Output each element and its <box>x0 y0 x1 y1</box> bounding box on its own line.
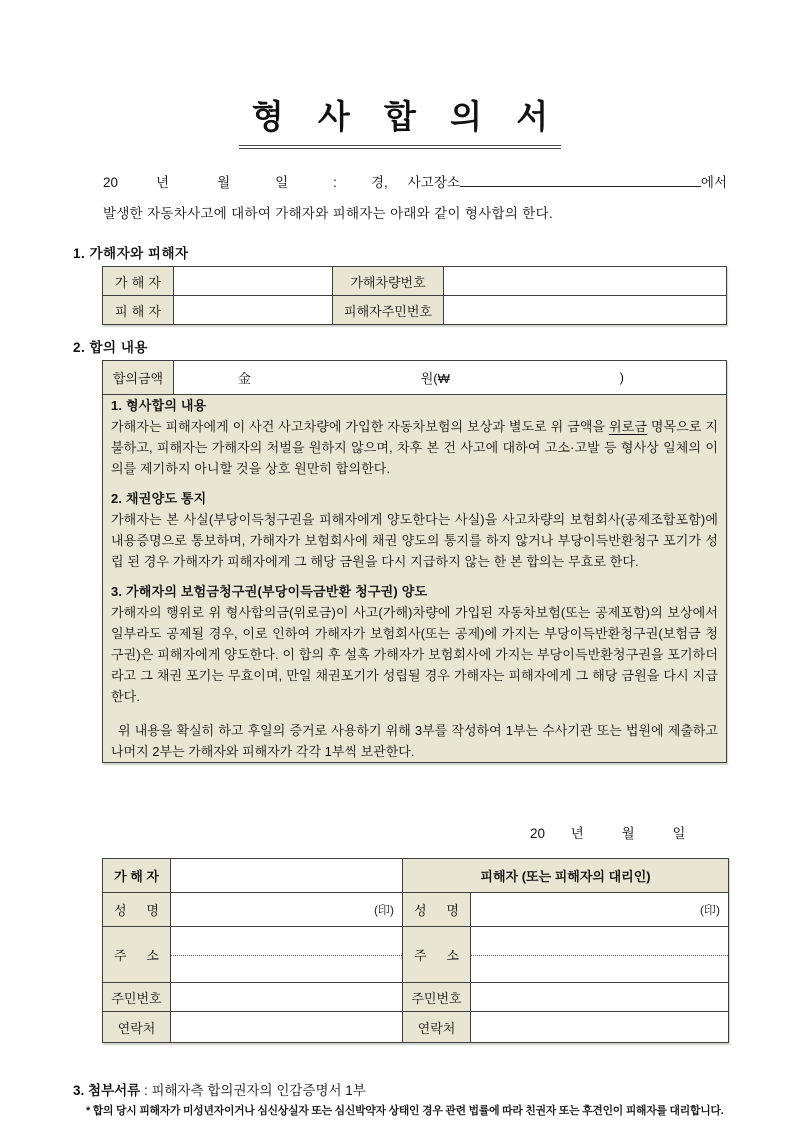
title-block <box>0 91 800 149</box>
signature-month-unit: 월 <box>621 826 635 841</box>
clause-title: 3. 가해자의 보험금청구권(부당이득금반환 청구권) 양도 <box>111 584 428 599</box>
signature-header-row <box>103 859 729 893</box>
signature-year-unit: 년 <box>570 826 584 841</box>
accident-year-prefix: 20 <box>103 175 119 190</box>
agreement-table <box>102 360 727 763</box>
clause1-text-before: 가해자는 피해자에게 이 사건 사고차량에 가입한 자동차보험의 보상과 별도로 위 금액을 <box>111 419 610 434</box>
offender-resident-id-field[interactable] <box>171 983 403 1012</box>
time-colon: : <box>333 175 337 190</box>
victim-name-label: 성 명 <box>403 893 471 927</box>
section2-heading: 2. 합의 내용 <box>73 340 148 355</box>
won-close-label: ) <box>619 370 624 385</box>
attachment-line <box>73 1079 366 1099</box>
settlement-amount-row <box>103 361 727 395</box>
offender-stamp-mark: (印) <box>374 903 394 917</box>
won-open-label: 원(₩ <box>420 371 450 386</box>
victim-name-field[interactable] <box>471 893 729 927</box>
offender-vehicle-number-label: 가해차량번호 <box>333 267 444 296</box>
section1-heading: 1. 가해자와 피해자 <box>73 246 189 261</box>
offender-contact-label: 연락처 <box>103 1012 171 1043</box>
offender-vehicle-number-field[interactable] <box>444 267 727 296</box>
parties-table <box>102 266 727 325</box>
signature-day-unit: 일 <box>672 826 686 841</box>
attachment-text: 피해자측 합의권자의 인감증명서 1부 <box>151 1083 366 1098</box>
clause1-text-after: 명목으로 지불하고, 피해자는 가해자의 처벌을 원하지 않으며, 차후 본 건 사고에 대하여 고소·고발 등 형사상 일체의 이의를 제기하지 아니할 것을 상호 원만히 합의한다. <box>111 419 718 476</box>
year-unit-label: 년 <box>156 175 170 190</box>
intro-block <box>103 171 727 222</box>
currency-prefix-label: 金 <box>238 371 252 386</box>
attachment-note: * 합의 당시 피해자가 미성년자이거나 심신상실자 또는 심신박약자 상태인 경우 관련 법률에 따라 친권자 또는 후견인이 피해자를 대리합니다. <box>86 1105 724 1117</box>
victim-header-label: 피해자 (또는 피해자의 대리인) <box>403 859 729 893</box>
victim-resident-id-field[interactable] <box>444 296 727 325</box>
contact-row <box>103 1012 729 1043</box>
closing-paragraph: 위 내용을 확실히 하고 후일의 증거로 사용하기 위해 3부를 작성하여 1부는 수사기관 또는 법원에 제출하고 나머지 2부는 가해자와 피해자가 각각 1부씩 보관한다. <box>111 723 718 759</box>
resident-id-row <box>103 983 729 1012</box>
victim-address-label: 주 소 <box>403 927 471 983</box>
victim-contact-field[interactable] <box>471 1012 729 1043</box>
clause-title: 1. 형사합의 내용 <box>111 398 207 413</box>
victim-label: 피 해 자 <box>103 296 174 325</box>
victim-address-field[interactable] <box>471 927 729 983</box>
offender-header-label: 가 해 자 <box>103 859 171 893</box>
offender-address-field[interactable] <box>171 927 403 983</box>
time-suffix-label: 경, <box>370 175 388 190</box>
victim-resident-id-label: 피해자주민번호 <box>333 296 444 325</box>
document-title: 형 사 합 의 서 <box>239 91 561 149</box>
victim-name-field[interactable] <box>174 296 333 325</box>
table-row <box>103 267 727 296</box>
offender-contact-field[interactable] <box>171 1012 403 1043</box>
offender-resident-id-label: 주민번호 <box>103 983 171 1012</box>
clause-body: 가해자는 본 사실(부당이득청구권을 피해자에게 양도한다는 사실)을 사고차량의 보험회사(공제조합포함)에 내용증명으로 통보하며, 가해자가 보험회사에 채권 양도의 통지를 하지 않거나 부당이득반환청구 포기가 성립 된 경우 가해자가 피해자에게 그 해당 금원을 다시 지급하지 않는 한 본 합의는 무효로 한다. <box>111 512 718 569</box>
signature-date-line <box>530 822 685 842</box>
address-write-line <box>171 955 402 956</box>
clause-title: 2. 채권양도 통지 <box>111 491 207 506</box>
clause-body <box>111 416 718 479</box>
victim-resident-id-field[interactable] <box>471 983 729 1012</box>
clause1-underlined-term: 위로금 <box>609 419 647 434</box>
address-write-line <box>471 955 728 956</box>
offender-label: 가 해 자 <box>103 267 174 296</box>
day-unit-label: 일 <box>275 175 289 190</box>
offender-name-label: 성 명 <box>103 893 171 927</box>
month-unit-label: 월 <box>217 175 231 190</box>
attachment-separator: : <box>140 1083 152 1098</box>
name-row <box>103 893 729 927</box>
agreement-clauses-row <box>103 395 727 763</box>
agreement-clauses-cell <box>103 395 727 763</box>
settlement-amount-value <box>182 368 718 387</box>
place-suffix-label: 에서 <box>700 175 727 190</box>
intro-sentence: 발생한 자동차사고에 대하여 가해자와 피해자는 아래와 같이 형사합의 한다. <box>103 206 554 221</box>
signature-year-prefix: 20 <box>530 826 546 841</box>
attachment-number: 3. <box>73 1083 85 1098</box>
victim-stamp-mark: (印) <box>700 903 721 917</box>
accident-date-line <box>103 171 727 191</box>
attachment-label: 첨부서류 <box>88 1083 141 1098</box>
offender-party-field[interactable] <box>171 859 403 893</box>
signature-table <box>102 858 729 1043</box>
accident-place-label: 사고장소 <box>407 175 460 190</box>
table-row <box>103 296 727 325</box>
offender-name-field[interactable] <box>171 893 403 927</box>
clause-body: 가해자의 행위로 위 형사합의금(위로금)이 사고(가해)차량에 가입된 자동차보험(또는 공제포함)의 보상에서 일부라도 공제될 경우, 이로 인하여 가해자가 보험회사(또는 공제)에 가지는 부당이득반환청구권(보험금 청구권)은 피해자에게 양도한다. 이 합의 후 설혹 가해자가 보험회사에 가지는 부당이득반환청구권을 포기하더라고 그 채권 포기는 무효이며, 만일 채권포기가 성립될 경우 가해자는 피해자에게 그 해당 금원을 다시 지급한다. <box>111 605 718 704</box>
address-row <box>103 927 729 983</box>
victim-contact-label: 연락처 <box>403 1012 471 1043</box>
accident-place-field[interactable] <box>460 186 701 187</box>
settlement-amount-field[interactable] <box>174 361 727 395</box>
settlement-amount-label: 합의금액 <box>103 361 174 395</box>
offender-name-field[interactable] <box>174 267 333 296</box>
offender-address-label: 주 소 <box>103 927 171 983</box>
victim-resident-id-label: 주민번호 <box>403 983 471 1012</box>
